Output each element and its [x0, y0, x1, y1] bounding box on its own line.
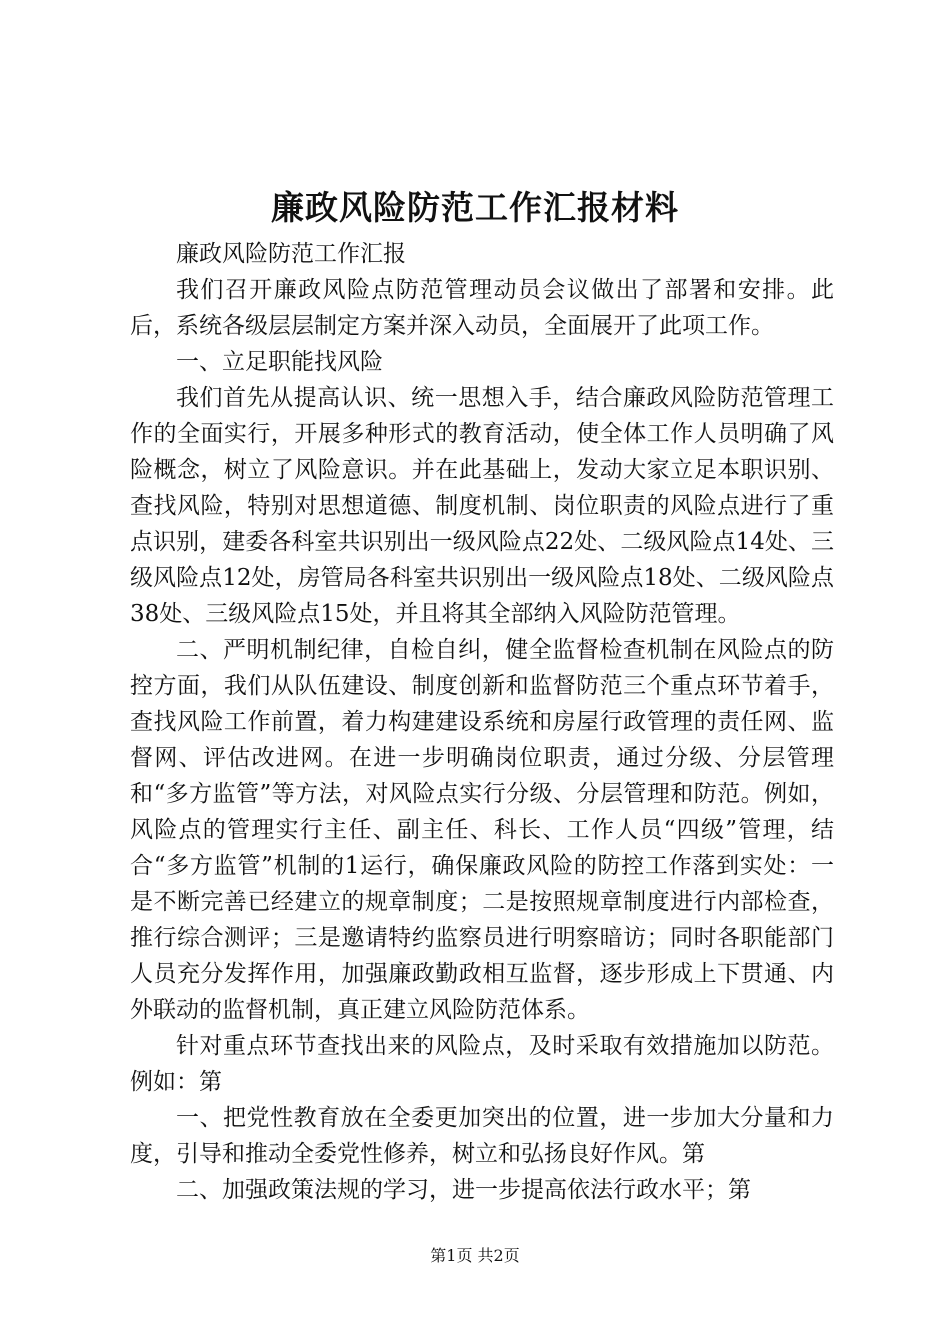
paragraph-measure-1: 一、把党性教育放在全委更加突出的位置，进一步加大分量和力度，引导和推动全委党性修养，树立和弘扬良好作风。第: [130, 1105, 834, 1167]
paragraph-subtitle: 廉政风险防范工作汇报: [176, 241, 406, 267]
document-title: 廉政风险防范工作汇报材料: [271, 188, 679, 227]
page-footer: 第1页 共2页: [430, 1246, 520, 1265]
paragraph-section-2: 二、严明机制纪律，自检自纠，健全监督检查机制在风险点的防控方面，我们从队伍建设、制度创新和监督防范三个重点环节着手，查找风险工作前置，着力构建建设系统和房屋行政管理的责任网、监督网、评估改进网。在进一步明确岗位职责，通过分级、分层管理和“多方监管”等方法，对风险点实行分级、分层管理和防范。例如，风险点的管理实行主任、副主任、科长、工作人员“四级”管理，结合“多方监管”机制的1运行，确保廉政风险的防控工作落到实处：一是不断完善已经建立的规章制度；二是按照规章制度进行内部检查，推行综合测评；三是邀请特约监察员进行明察暗访；同时各职能部门人员充分发挥作用，加强廉政勤政相互监督，逐步形成上下贯通、内外联动的监督机制，真正建立风险防范体系。: [130, 637, 834, 1023]
paragraph-section-1: 我们首先从提高认识、统一思想入手，结合廉政风险防范管理工作的全面实行，开展多种形式的教育活动，使全体工作人员明确了风险概念，树立了风险意识。并在此基础上，发动大家立足本职识别、查找风险，特别对思想道德、制度机制、岗位职责的风险点进行了重点识别，建委各科室共识别出一级风险点22处、二级风险点14处、三级风险点12处，房管局各科室共识别出一级风险点18处、二级风险点38处、三级风险点15处，并且将其全部纳入风险防范管理。: [130, 385, 834, 627]
section-heading-1: 一、立足职能找风险: [176, 349, 383, 375]
paragraph-measure-2: 二、加强政策法规的学习，进一步提高依法行政水平；第: [176, 1177, 751, 1203]
paragraph-intro: 我们召开廉政风险点防范管理动员会议做出了部署和安排。此后，系统各级层层制定方案并深入动员，全面展开了此项工作。: [130, 277, 834, 339]
paragraph-measures: 针对重点环节查找出来的风险点，及时采取有效措施加以防范。例如：第: [130, 1033, 834, 1095]
document-body: [130, 236, 834, 1208]
